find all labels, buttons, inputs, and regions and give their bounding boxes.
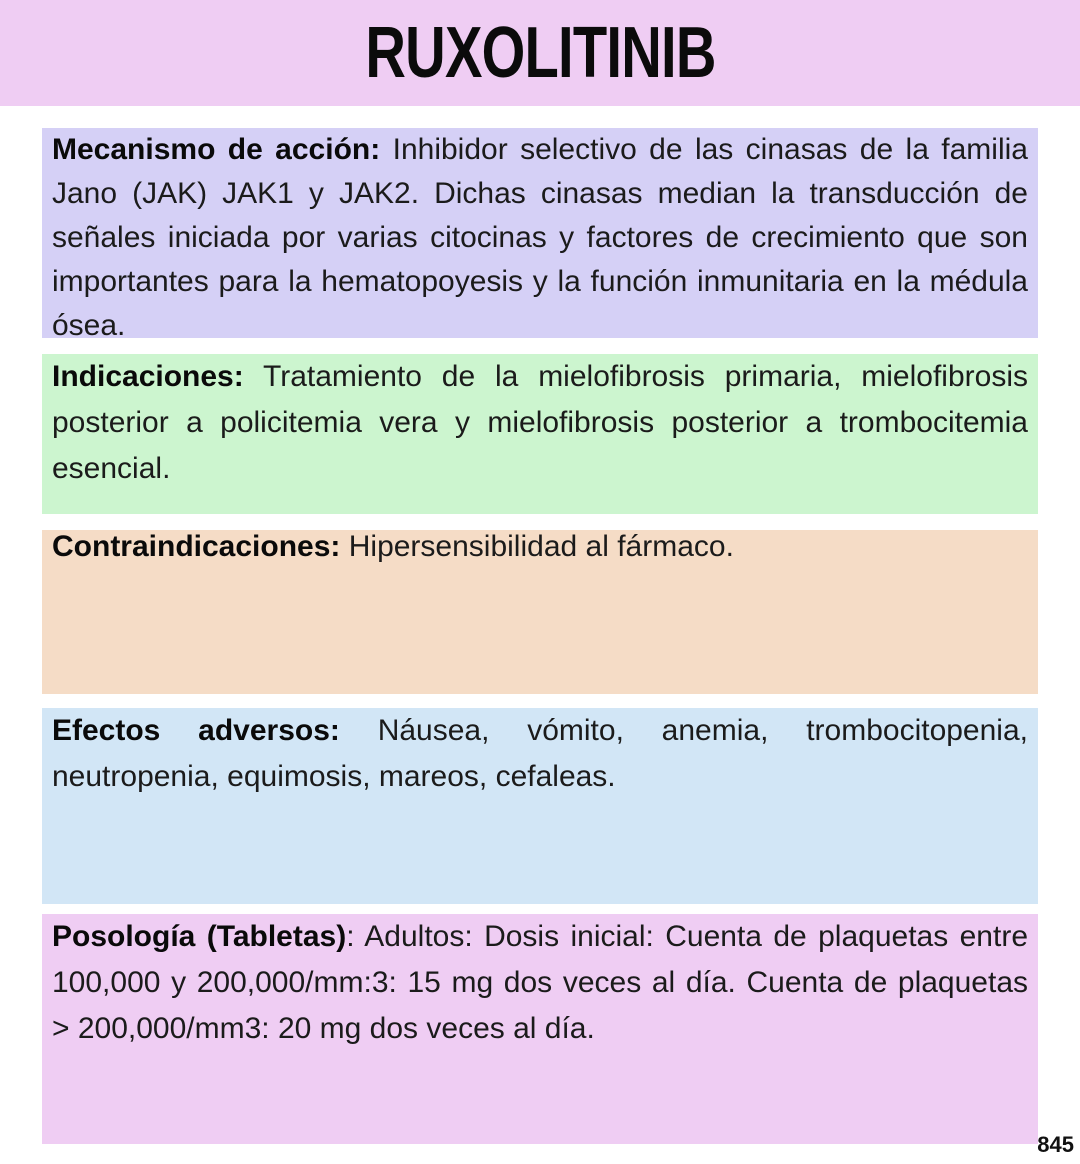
contraindications-text: Hipersensibilidad al fármaco.: [348, 530, 734, 563]
page-title: RUXOLITINIB: [364, 13, 716, 93]
indications-label: Indicaciones:: [52, 360, 244, 393]
title-banner: [0, 0, 1080, 106]
mechanism-text: Inhibidor selectivo de las cinasas de la familia Jano (JAK) JAK1 y JAK2. Dichas cinasas median la transducción de señales iniciada por varias citocinas y factores de crecimiento que son importantes para la hematopoyesis y la función inmunitaria en la médula ósea.: [52, 133, 1028, 342]
dosage-paragraph: [52, 914, 1028, 1006]
dosage-section: [42, 914, 1038, 1144]
contraindications-label: Contraindicaciones:: [52, 530, 341, 563]
adverse-effects-label: Efectos adversos:: [52, 714, 340, 747]
mechanism-section: [42, 128, 1038, 342]
indications-section: [42, 354, 1038, 514]
dosage-text-second: > 200,000/mm3: 20 mg dos veces al día.: [52, 1012, 595, 1045]
contraindications-section: [42, 530, 1038, 694]
dosage-label: Posología (Tabletas): [52, 920, 347, 953]
dosage-text: : Adultos: Dosis inicial: Cuenta de plaquetas entre 100,000 y 200,000/mm:3: 15 mg dos veces al día. Cuenta de plaquetas: [52, 920, 1028, 999]
indications-text: Tratamiento de la mielofibrosis primaria, mielofibrosis posterior a policitemia vera y mielofibrosis posterior a trombocitemia esencial.: [52, 360, 1028, 485]
adverse-effects-section: [42, 708, 1038, 904]
page-number: 845: [1037, 1132, 1074, 1157]
mechanism-label: Mecanismo de acción:: [52, 133, 381, 166]
adverse-effects-text: Náusea, vómito, anemia, trombocitopenia, neutropenia, equimosis, mareos, cefaleas.: [52, 714, 1028, 793]
